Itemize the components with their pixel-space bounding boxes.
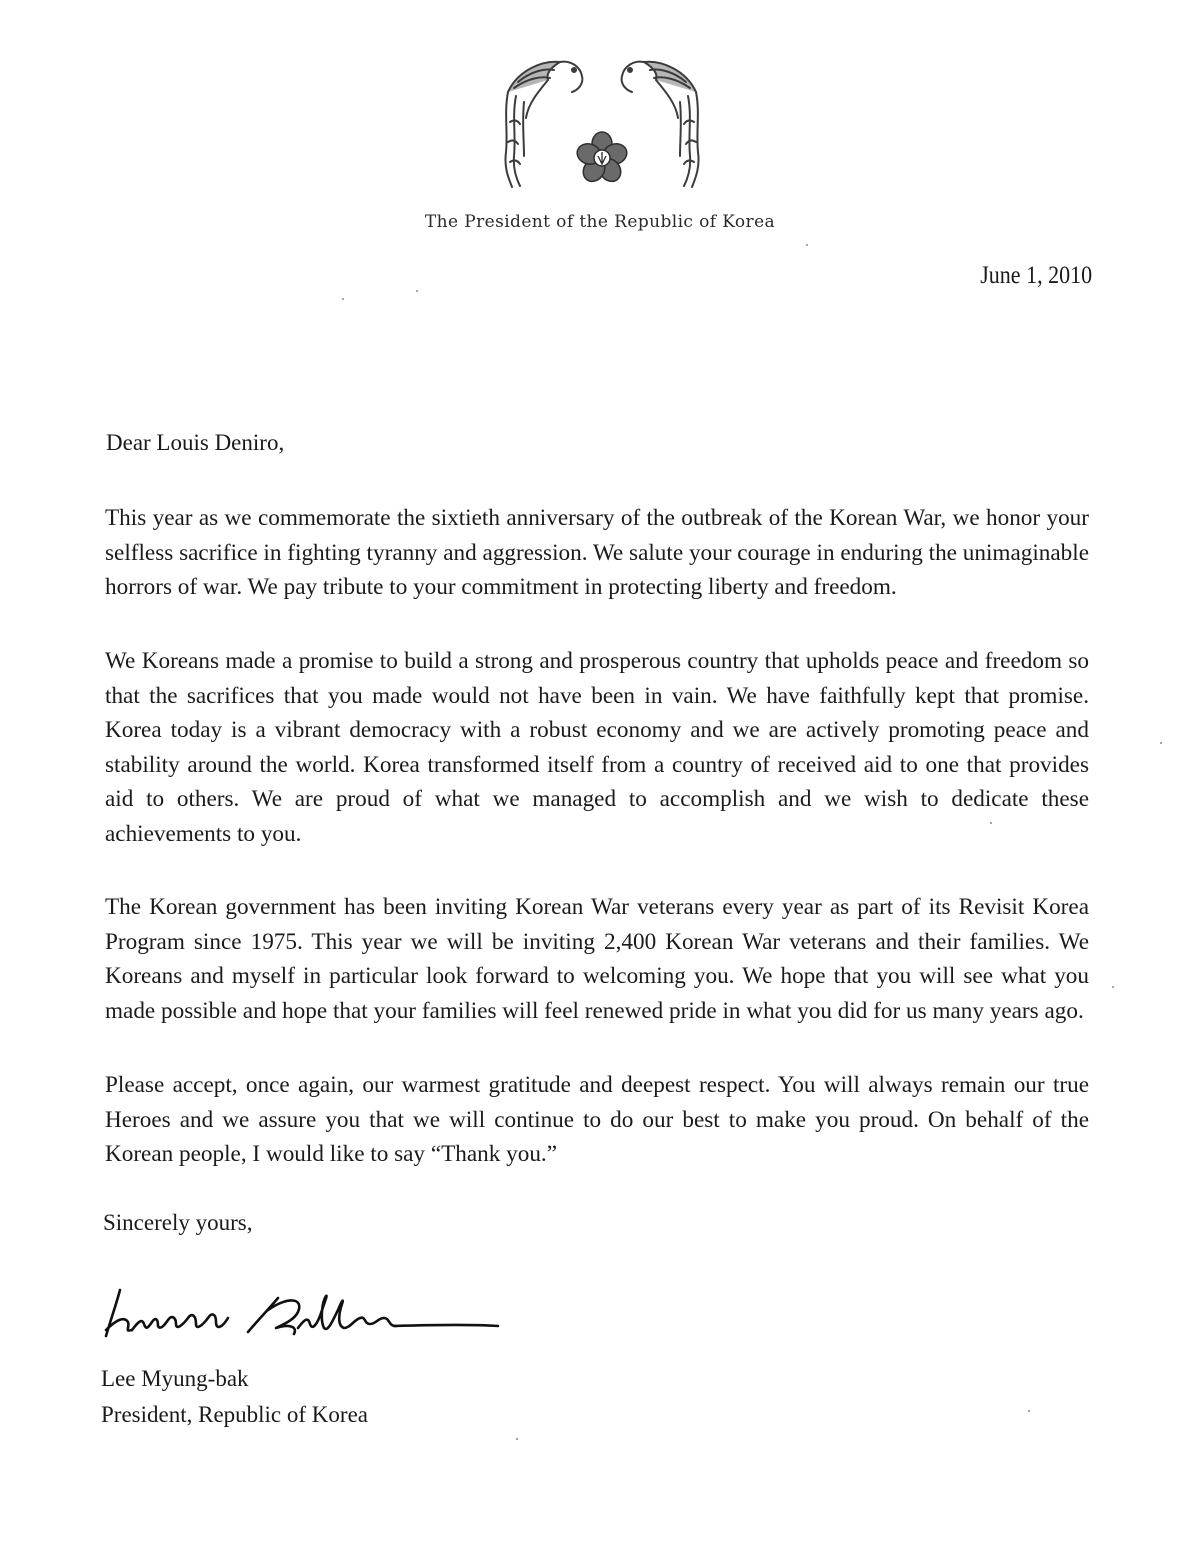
scan-speck	[990, 822, 992, 824]
scan-speck	[1028, 1410, 1030, 1412]
paragraph-2: We Koreans made a promise to build a strong and prosperous country that upholds peace and freedom so that the sacrifices that you made would not have been in vain. We have faithfully kept that promise. Korea today is a vibrant democracy with a robust economy and we are actively promoting peace and stability around the world. Korea transformed itself from a country of received aid to one that provides aid to others. We are proud of what we managed to accomplish and we wish to dedicate these achievements to you.	[105, 648, 1089, 847]
paragraph-4: Please accept, once again, our warmest gratitude and deepest respect. You will always remain our true Heroes and we assure you that we will continue to do our best to make you proud. On behalf of the Korean people, I would like to say “Thank you.”	[105, 1072, 1089, 1168]
handwritten-signature-icon	[98, 1270, 508, 1350]
scan-speck	[1112, 986, 1114, 988]
scan-speck	[416, 290, 418, 292]
scan-speck	[516, 1438, 518, 1440]
paragraph-3: The Korean government has been inviting Korean War veterans every year as part of its Revisit Korea Program since 1975. This year we will be inviting 2,400 Korean War veterans and their families. We Koreans and myself in particular look forward to welcoming you. We hope that you will see what you made possible and hope that your families will feel renewed pride in what you did for us many years ago.	[105, 894, 1089, 1024]
salutation: Dear Louis Deniro,	[106, 430, 285, 455]
letter-date: June 1, 2010	[980, 262, 1092, 289]
signer-title: President, Republic of Korea	[101, 1402, 368, 1427]
paragraph-1: This year as we commemorate the sixtieth anniversary of the outbreak of the Korean War, we honor your selfless sacrifice in fighting tyranny and aggression. We salute your courage in enduring the unimaginable horrors of war. We pay tribute to your commitment in protecting liberty and freedom.	[105, 505, 1089, 601]
scan-speck	[342, 298, 344, 300]
scan-speck	[806, 244, 808, 246]
phoenix-seal-emblem-icon	[488, 52, 716, 202]
letterhead-office-title: The President of the Republic of Korea	[424, 212, 776, 232]
closing: Sincerely yours,	[103, 1210, 253, 1235]
signer-name: Lee Myung-bak	[101, 1366, 249, 1391]
scan-speck	[1160, 742, 1162, 744]
